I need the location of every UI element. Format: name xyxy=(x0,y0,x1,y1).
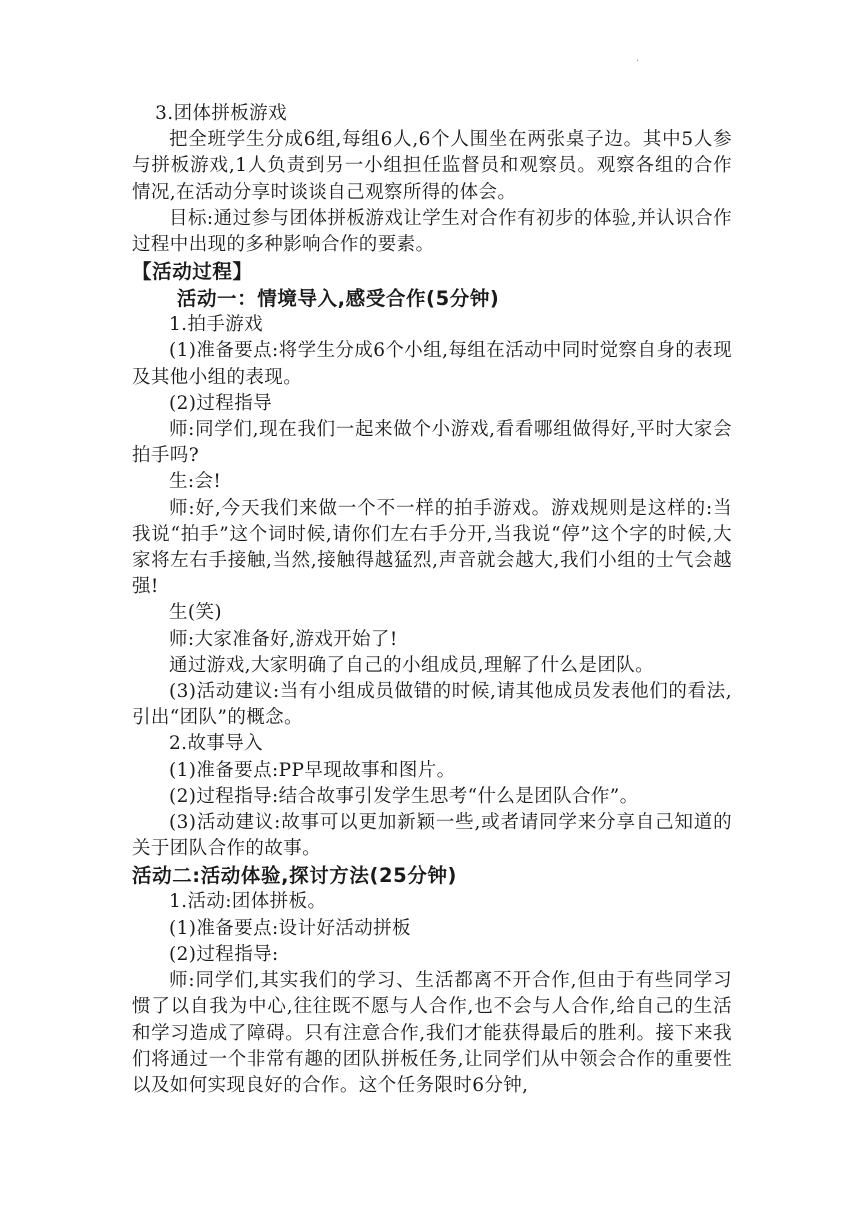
student-line-2: 生(笑) xyxy=(169,602,223,624)
page-mark: · xyxy=(636,56,640,67)
activity-1-guide-title: (2)过程指导 xyxy=(169,392,273,414)
teacher-line-2: 师:好,今天我们来做一个不一样的拍手游戏。游戏规则是这样的:当我说“拍手”这个词时候,请你们左右手分开,当我说“停”这个字的时候,大家将左右手接触,当然,接触得越猛烈,声音就会越大,我们小组的士气会越强! xyxy=(132,497,732,598)
section-3-paragraph-1: 把全班学生分成6组,每组6人,6个人围坐在两张桌子边。其中5人参与拼板游戏,1人负责到另一小组担任监督员和观察员。观察各组的合作情况,在活动分享时谈谈自己观察所得的体会。 xyxy=(132,129,732,203)
story-guide: (2)过程指导:结合故事引发学生思考“什么是团队合作”。 xyxy=(169,785,639,807)
activity-2-teacher-line-1: 师:同学们,其实我们的学习、生活都离不开合作,但由于有些同学习惯了以自我为中心,往往既不愿与人合作,也不会与人合作,给自己的生活和学习造成了障碍。只有注意合作,我们才能获得最后的胜利。接下来我们将通过一个非常有趣的团队拼板任务,让同学们从中领会合作的重要性以及如何实现良好的合作。这个任务限时6分钟, xyxy=(132,970,732,1096)
activity-1-prep: (1)准备要点:将学生分成6个小组,每组在活动中同时觉察自身的表现及其他小组的表现。 xyxy=(132,340,732,388)
activity-2-item-1-title: 1.活动:团体拼板。 xyxy=(169,891,327,913)
section-3-paragraph-2: 目标:通过参与团体拼板游戏让学生对合作有初步的体验,并认识合作过程中出现的多种影响合作的要素。 xyxy=(132,207,732,256)
activity-process-heading: 【活动过程】 xyxy=(132,260,253,284)
activity-2-heading: 活动二:活动体验,探讨方法(25分钟) xyxy=(132,864,458,888)
story-suggestion: (3)活动建议:故事可以更加新颖一些,或者请同学来分享自己知道的关于团队合作的故事。 xyxy=(132,812,732,860)
page-content xyxy=(132,101,732,1099)
activity-2-prep: (1)准备要点:设计好活动拼板 xyxy=(169,917,411,939)
activity-1-summary: 通过游戏,大家明确了自己的小组成员,理解了什么是团队。 xyxy=(169,654,655,676)
teacher-line-1: 师:同学们,现在我们一起来做个小游戏,看看哪组做得好,平时大家会拍手吗? xyxy=(132,419,732,467)
activity-1-heading: 活动一：情境导入,感受合作(5分钟) xyxy=(176,287,500,311)
teacher-line-3: 师:大家准备好,游戏开始了! xyxy=(169,628,398,650)
activity-2-guide-title: (2)过程指导: xyxy=(169,943,279,965)
story-prep: (1)准备要点:PP早现故事和图片。 xyxy=(169,759,456,781)
activity-1-item-1-title: 1.拍手游戏 xyxy=(169,314,264,336)
student-line-1: 生:会! xyxy=(169,471,222,493)
section-3-heading: 3.团体拼板游戏 xyxy=(155,103,287,124)
activity-1-item-2-title: 2.故事导入 xyxy=(169,733,264,755)
activity-1-suggestion: (3)活动建议:当有小组成员做错的时候,请其他成员发表他们的看法,引出“团队”的概念。 xyxy=(132,681,732,729)
